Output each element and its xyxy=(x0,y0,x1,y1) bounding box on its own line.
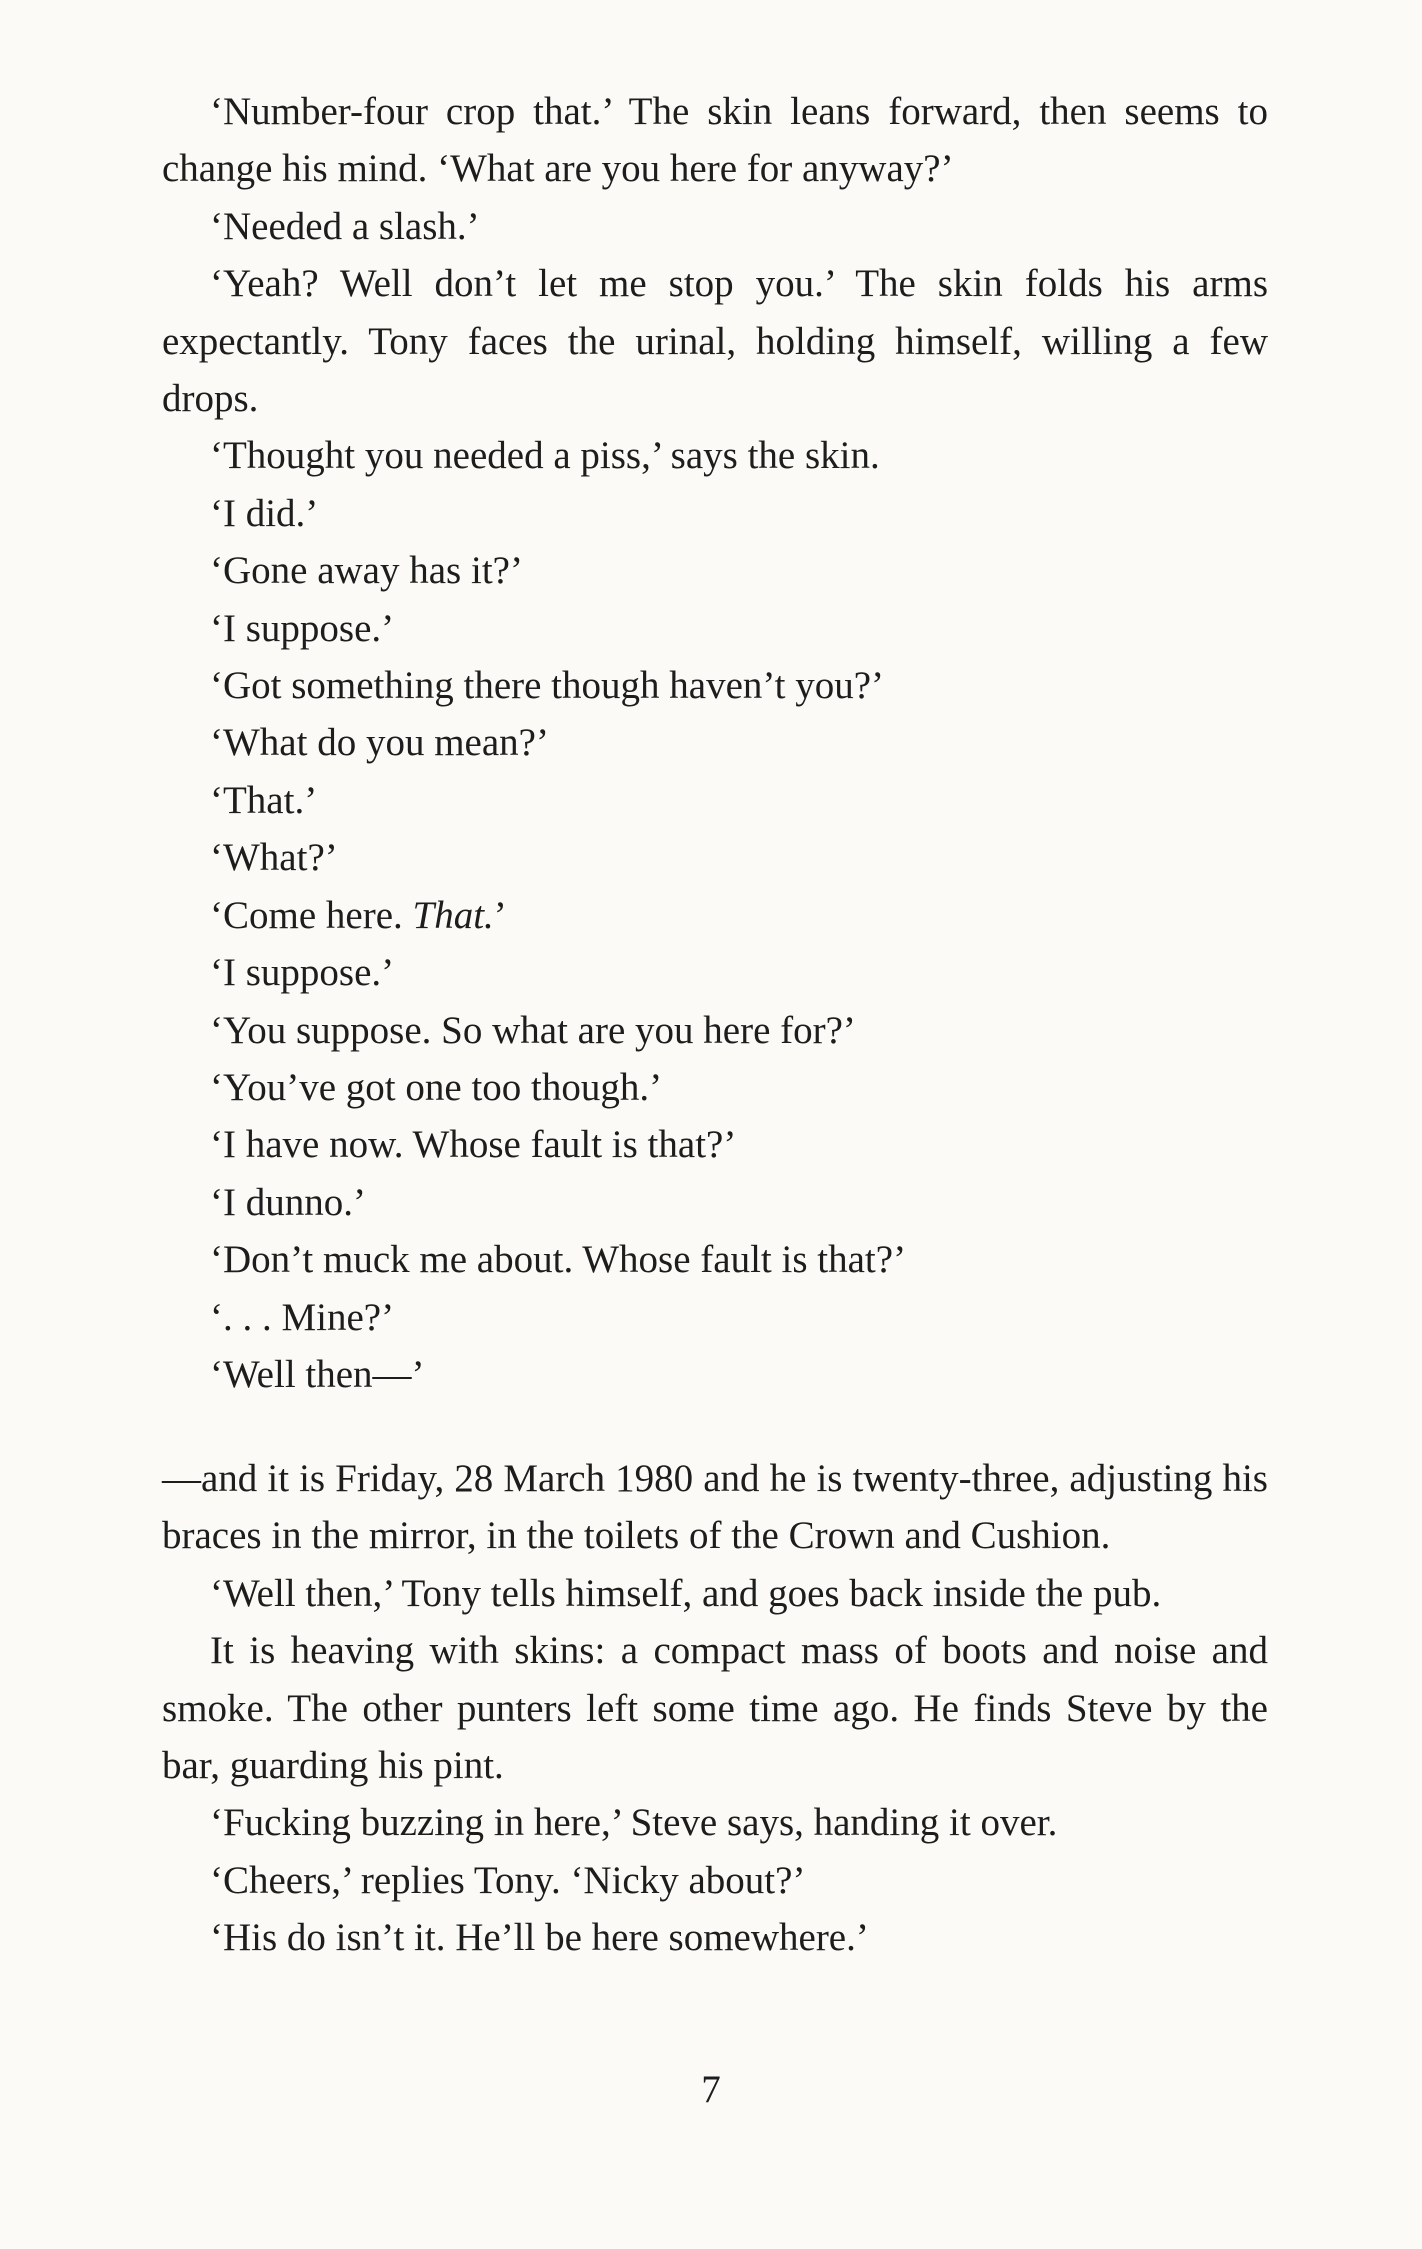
paragraph: ‘Thought you needed a piss,’ says the skin. xyxy=(210,434,880,478)
paragraph: ‘. . . Mine?’ xyxy=(210,1295,395,1339)
paragraph: ‘I have now. Whose fault is that?’ xyxy=(210,1123,737,1167)
paragraph: ‘Well then,’ Tony tells himself, and goes back inside the pub. xyxy=(210,1571,1162,1615)
paragraph: ‘Fucking buzzing in here,’ Steve says, handing it over. xyxy=(210,1801,1058,1845)
paragraph: It is heaving with skins: a compact mass of boots and noise and smoke. The other punters left some time ago. He finds Steve by the bar, guarding his pint. xyxy=(162,1629,1268,1788)
paragraph: ‘Got something there though haven’t you?’ xyxy=(210,664,885,708)
paragraph: ‘Yeah? Well don’t let me stop you.’ The skin folds his arms expectantly. Tony faces the urinal, holding himself, willing a few drops. xyxy=(162,262,1268,421)
paragraph: ‘His do isn’t it. He’ll be here somewhere.’ xyxy=(210,1916,869,1960)
paragraph: ‘That.’ xyxy=(210,778,318,822)
paragraph: ‘What do you mean?’ xyxy=(210,721,549,765)
paragraph: ‘Number-four crop that.’ The skin leans forward, then seems to change his mind. ‘What are you here for anyway?’ xyxy=(162,90,1268,191)
paragraph: ‘I dunno.’ xyxy=(210,1180,366,1224)
text-section-2 xyxy=(162,1450,1268,1967)
italic-text: That. xyxy=(412,893,494,937)
paragraph: ‘I did.’ xyxy=(210,491,319,535)
paragraph: ‘Gone away has it?’ xyxy=(210,549,523,593)
paragraph: ‘Don’t muck me about. Whose fault is that?’ xyxy=(210,1238,907,1282)
paragraph-with-italic xyxy=(162,887,1268,944)
page-number: 7 xyxy=(701,2068,721,2111)
paragraph: ‘You suppose. So what are you here for?’ xyxy=(210,1008,856,1052)
paragraph-text: ‘Come here. xyxy=(210,893,413,937)
paragraph: ‘Needed a slash.’ xyxy=(210,204,480,248)
paragraph: ‘Cheers,’ replies Tony. ‘Nicky about?’ xyxy=(210,1858,806,1902)
paragraph: ‘I suppose.’ xyxy=(210,606,395,650)
paragraph: ‘Well then—’ xyxy=(210,1352,425,1396)
paragraph: ‘What?’ xyxy=(210,836,338,880)
text-section-1 xyxy=(162,83,1268,1403)
paragraph: ‘I suppose.’ xyxy=(210,951,395,995)
paragraph: ‘You’ve got one too though.’ xyxy=(210,1065,663,1109)
paragraph: —and it is Friday, 28 March 1980 and he is twenty-three, adjusting his braces in the mirror, in the toilets of the Crown and Cushion. xyxy=(162,1457,1268,1558)
paragraph-text: ’ xyxy=(493,893,507,937)
